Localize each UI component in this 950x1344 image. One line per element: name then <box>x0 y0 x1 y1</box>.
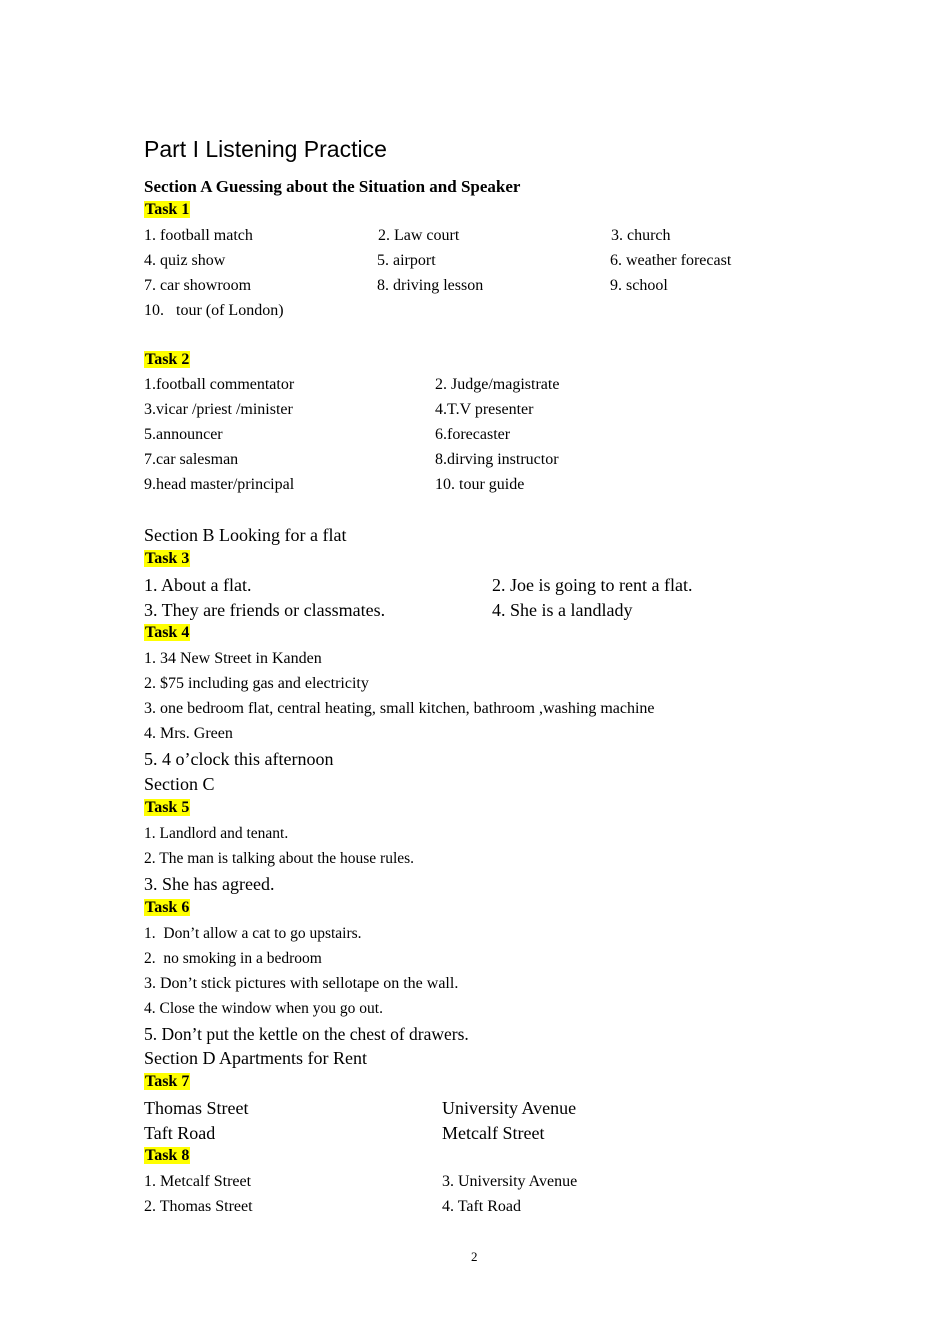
section-d-heading: Section D Apartments for Rent <box>144 1048 367 1068</box>
task2-item: 4.T.V presenter <box>435 401 534 418</box>
task1-item: 4. quiz show <box>144 252 226 269</box>
task2-label: Task 2 <box>145 351 190 368</box>
task2-item: 5.announcer <box>144 426 223 443</box>
page-title: Part I Listening Practice <box>144 136 387 162</box>
section-c-heading: Section C <box>144 774 215 794</box>
task1-item: 7. car showroom <box>144 277 252 294</box>
task6-label: Task 6 <box>145 899 190 916</box>
task4-item: 2. $75 including gas and electricity <box>144 675 369 692</box>
task3-item: 4. She is a landlady <box>492 600 633 620</box>
task2-item: 6.forecaster <box>435 426 511 443</box>
task2-item: 10. tour guide <box>435 476 525 493</box>
task2-item: 9.head master/principal <box>144 476 295 493</box>
task5-item: 3. She has agreed. <box>144 874 275 894</box>
task8-item: 3. University Avenue <box>442 1173 578 1190</box>
task3-item: 2. Joe is going to rent a flat. <box>492 575 693 595</box>
task1-item: 10. tour (of London) <box>144 302 284 319</box>
task2-item: 7.car salesman <box>144 451 239 468</box>
task1-label: Task 1 <box>145 201 190 218</box>
task3-item: 3. They are friends or classmates. <box>144 600 386 620</box>
task6-item: 1. Don’t allow a cat to go upstairs. <box>144 925 362 942</box>
section-b-heading: Section B Looking for a flat <box>144 525 347 545</box>
task6-item: 4. Close the window when you go out. <box>144 1000 383 1017</box>
task5-item: 2. The man is talking about the house rules. <box>144 850 415 867</box>
task7-label: Task 7 <box>145 1073 190 1090</box>
task6-item: 5. Don’t put the kettle on the chest of drawers. <box>144 1024 469 1044</box>
task8-item: 2. Thomas Street <box>144 1198 253 1215</box>
task8-item: 4. Taft Road <box>442 1198 522 1215</box>
task7-item: Taft Road <box>144 1123 216 1143</box>
task1-item: 2. Law court <box>378 227 460 244</box>
task1-item: 1. football match <box>144 227 253 244</box>
task8-item: 1. Metcalf Street <box>144 1173 252 1190</box>
task1-item: 5. airport <box>377 252 436 269</box>
task1-item: 6. weather forecast <box>610 252 732 269</box>
task2-item: 1.football commentator <box>144 376 295 393</box>
task2-item: 8.dirving instructor <box>435 451 559 468</box>
page-number: 2 <box>471 1249 478 1264</box>
task7-item: Thomas Street <box>144 1098 249 1118</box>
task7-item: University Avenue <box>442 1098 577 1118</box>
task7-item: Metcalf Street <box>442 1123 545 1143</box>
task6-item: 3. Don’t stick pictures with sellotape on the wall. <box>144 975 459 992</box>
task3-label: Task 3 <box>145 550 190 567</box>
task4-item: 5. 4 o’clock this afternoon <box>144 749 334 769</box>
task1-item: 9. school <box>610 277 668 294</box>
task4-item: 1. 34 New Street in Kanden <box>144 650 322 667</box>
task4-item: 4. Mrs. Green <box>144 725 233 742</box>
task2-item: 3.vicar /priest /minister <box>144 401 293 418</box>
task4-label: Task 4 <box>145 624 190 641</box>
task1-item: 3. church <box>611 227 671 244</box>
task4-item: 3. one bedroom flat, central heating, small kitchen, bathroom ,washing machine <box>144 700 655 717</box>
task5-item: 1. Landlord and tenant. <box>144 825 289 842</box>
section-a-heading: Section A Guessing about the Situation and Speaker <box>144 177 521 196</box>
task1-item: 8. driving lesson <box>377 277 484 294</box>
task5-label: Task 5 <box>145 799 190 816</box>
task6-item: 2. no smoking in a bedroom <box>144 950 322 967</box>
task3-item: 1. About a flat. <box>144 575 252 595</box>
task2-item: 2. Judge/magistrate <box>435 376 560 393</box>
task8-label: Task 8 <box>145 1147 190 1164</box>
